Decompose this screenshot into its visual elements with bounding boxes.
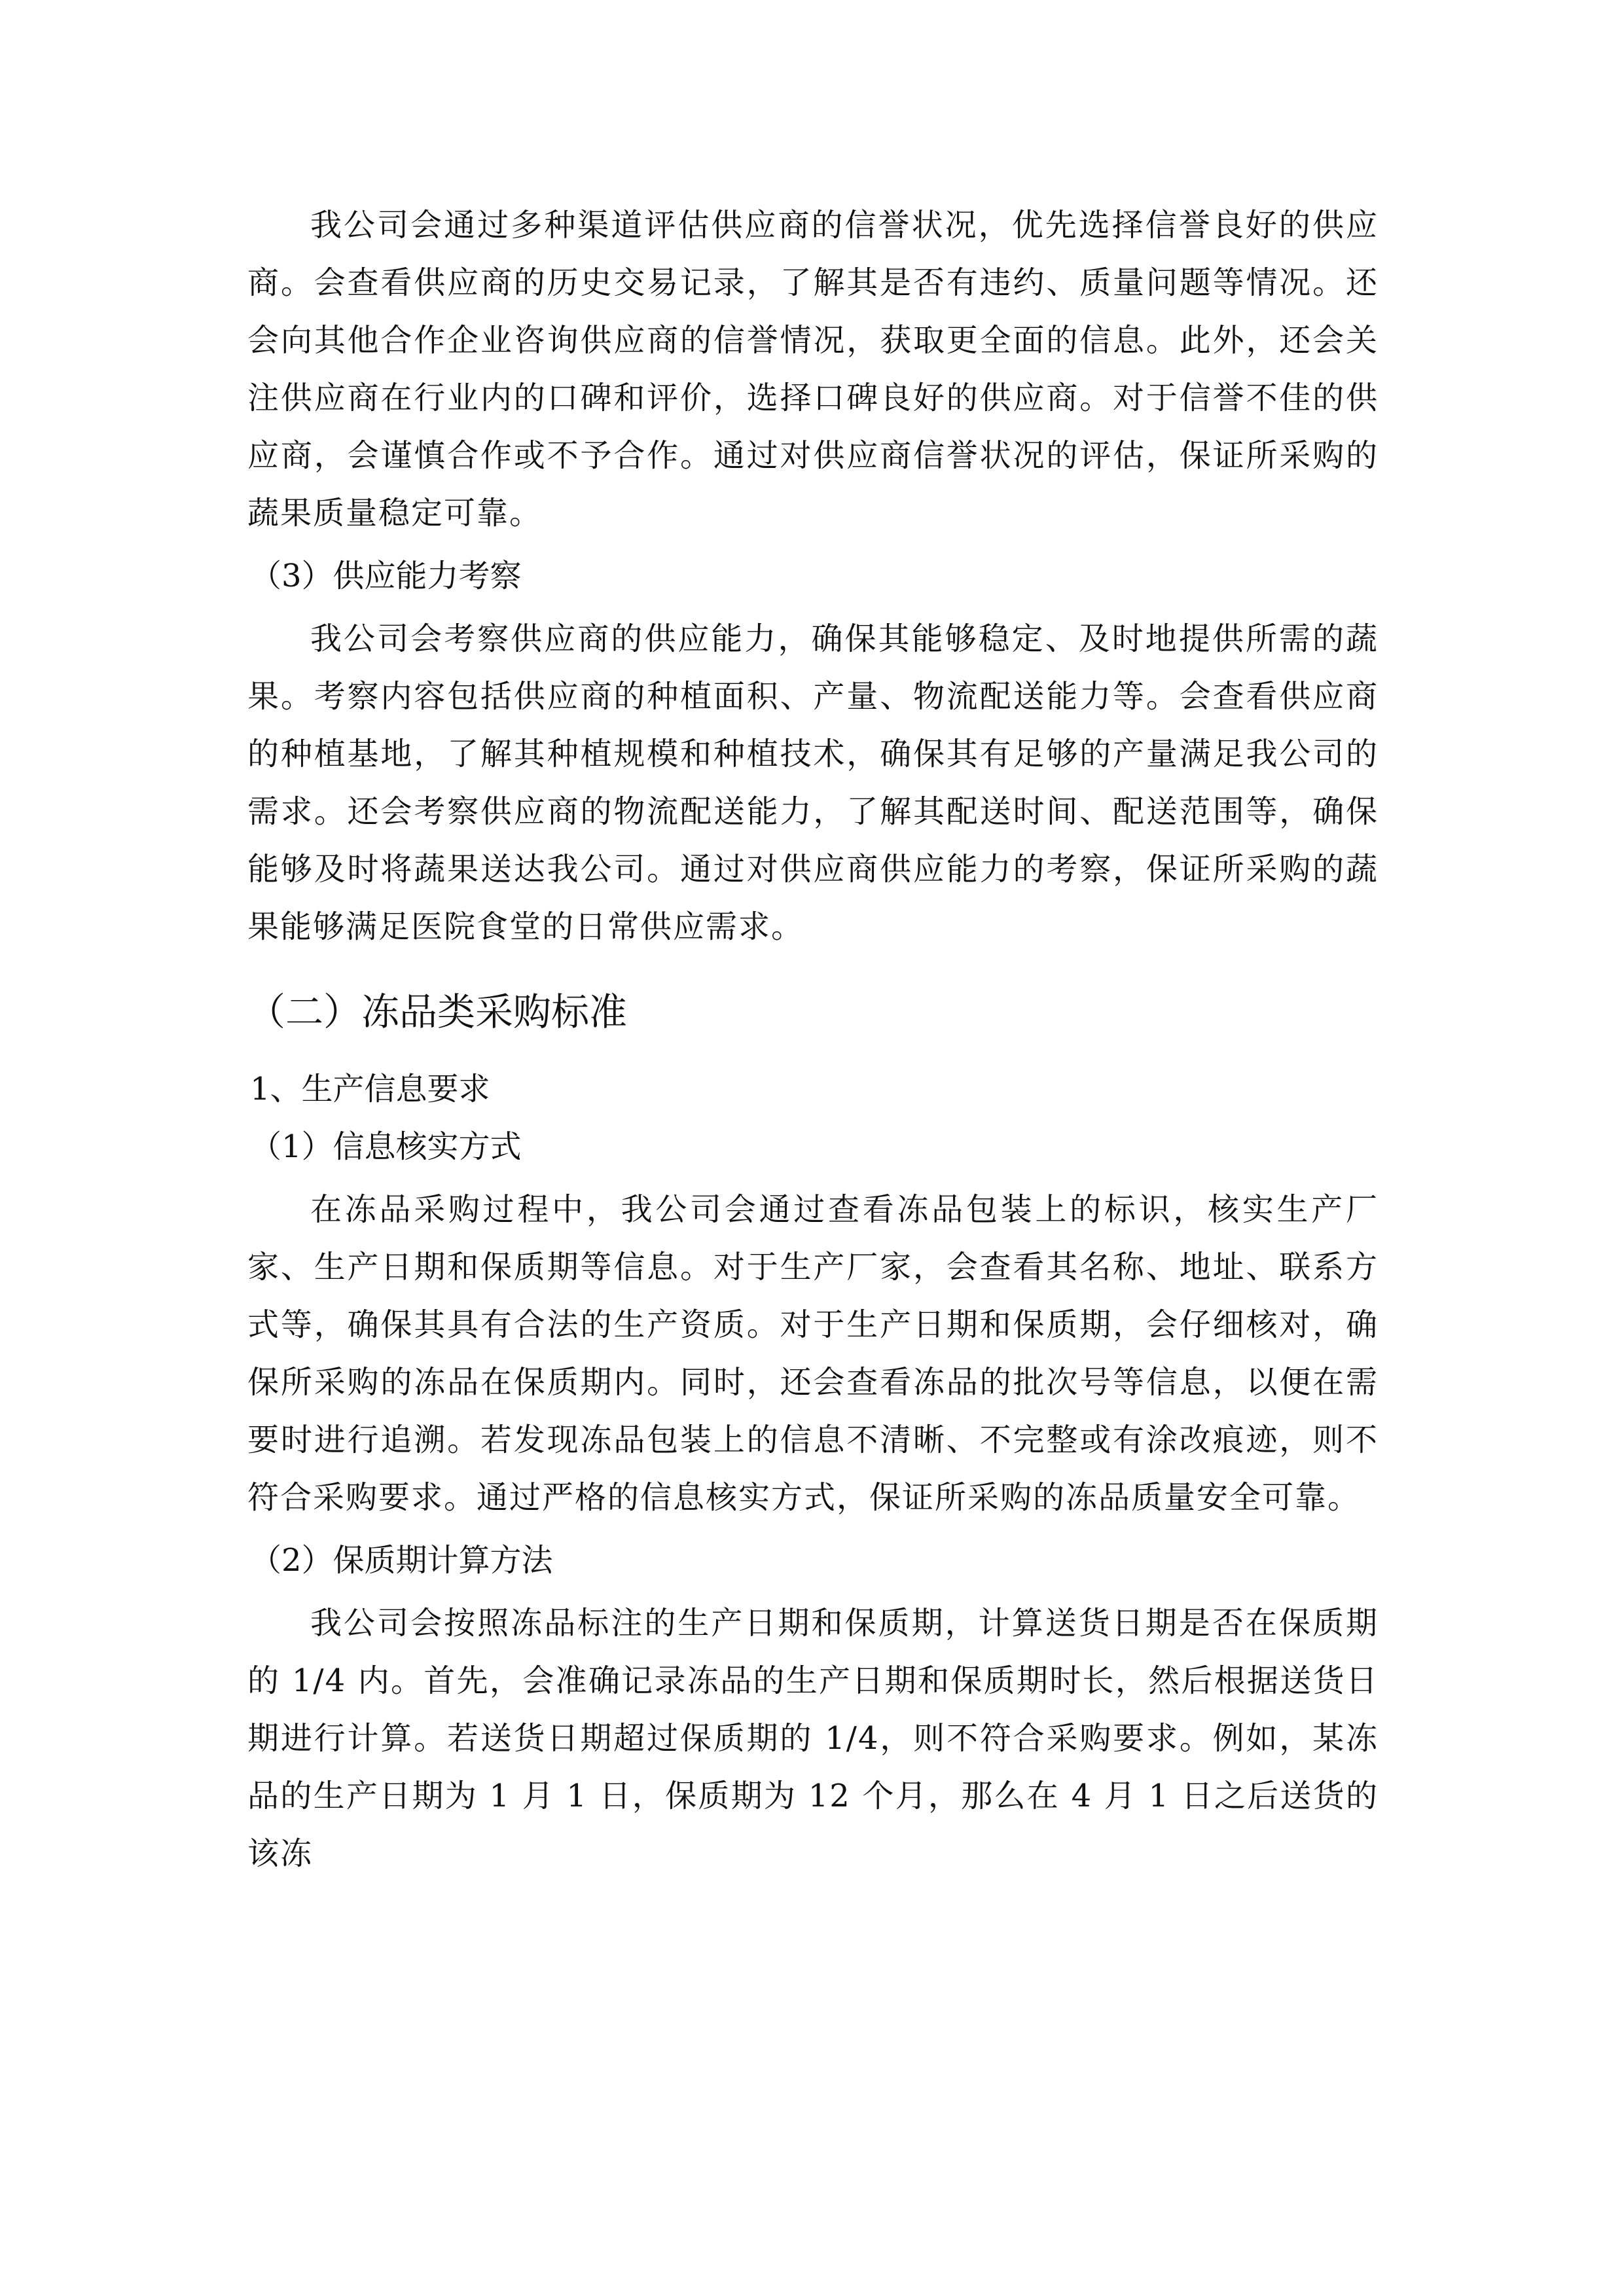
heading-supply-capacity: （3）供应能力考察 [250,558,522,594]
document-page [247,196,1379,1882]
heading-production-info: 1、生产信息要求 [250,1071,490,1107]
section-title-frozen-goods: （二）冻品类采购标准 [247,990,628,1034]
paragraph-info-verification: 在冻品采购过程中，我公司会通过查看冻品包装上的标识，核实生产厂家、生产日期和保质期等信息。对于生产厂家，会查看其名称、地址、联系方式等，确保其具有合法的生产资质。对于生产日期和保质期，会仔细核对，确保所采购的冻品在保质期内。同时，还会查看冻品的批次号等信息，以便在需要时进行追溯。若发现冻品包装上的信息不清晰、不完整或有涂改痕迹，则不符合采购要求。通过严格的信息核实方式，保证所采购的冻品质量安全可靠。 [247,1191,1379,1516]
heading-shelf-life-method: （2）保质期计算方法 [250,1542,553,1579]
heading-info-verification: （1）信息核实方式 [250,1128,522,1165]
paragraph-supply-capacity: 我公司会考察供应商的供应能力，确保其能够稳定、及时地提供所需的蔬果。考察内容包括供应商的种植面积、产量、物流配送能力等。会查看供应商的种植基地，了解其种植规模和种植技术，确保其有足够的产量满足我公司的需求。还会考察供应商的物流配送能力，了解其配送时间、配送范围等，确保能够及时将蔬果送达我公司。通过对供应商供应能力的考察，保证所采购的蔬果能够满足医院食堂的日常供应需求。 [247,620,1379,945]
paragraph-shelf-life-method: 我公司会按照冻品标注的生产日期和保质期，计算送货日期是否在保质期的 1/4 内。首先，会准确记录冻品的生产日期和保质期时长，然后根据送货日期进行计算。若送货日期超过保质期的 1/4，则不符合采购要求。例如，某冻品的生产日期为 1 月 1 日，保质期为 12 个月，那么在 4 月 1 日之后送货的该冻 [247,1605,1379,1872]
paragraph-supplier-reputation: 我公司会通过多种渠道评估供应商的信誉状况，优先选择信誉良好的供应商。会查看供应商的历史交易记录，了解其是否有违约、质量问题等情况。还会向其他合作企业咨询供应商的信誉情况，获取更全面的信息。此外，还会关注供应商在行业内的口碑和评价，选择口碑良好的供应商。对于信誉不佳的供应商，会谨慎合作或不予合作。通过对供应商信誉状况的评估，保证所采购的蔬果质量稳定可靠。 [247,207,1379,531]
